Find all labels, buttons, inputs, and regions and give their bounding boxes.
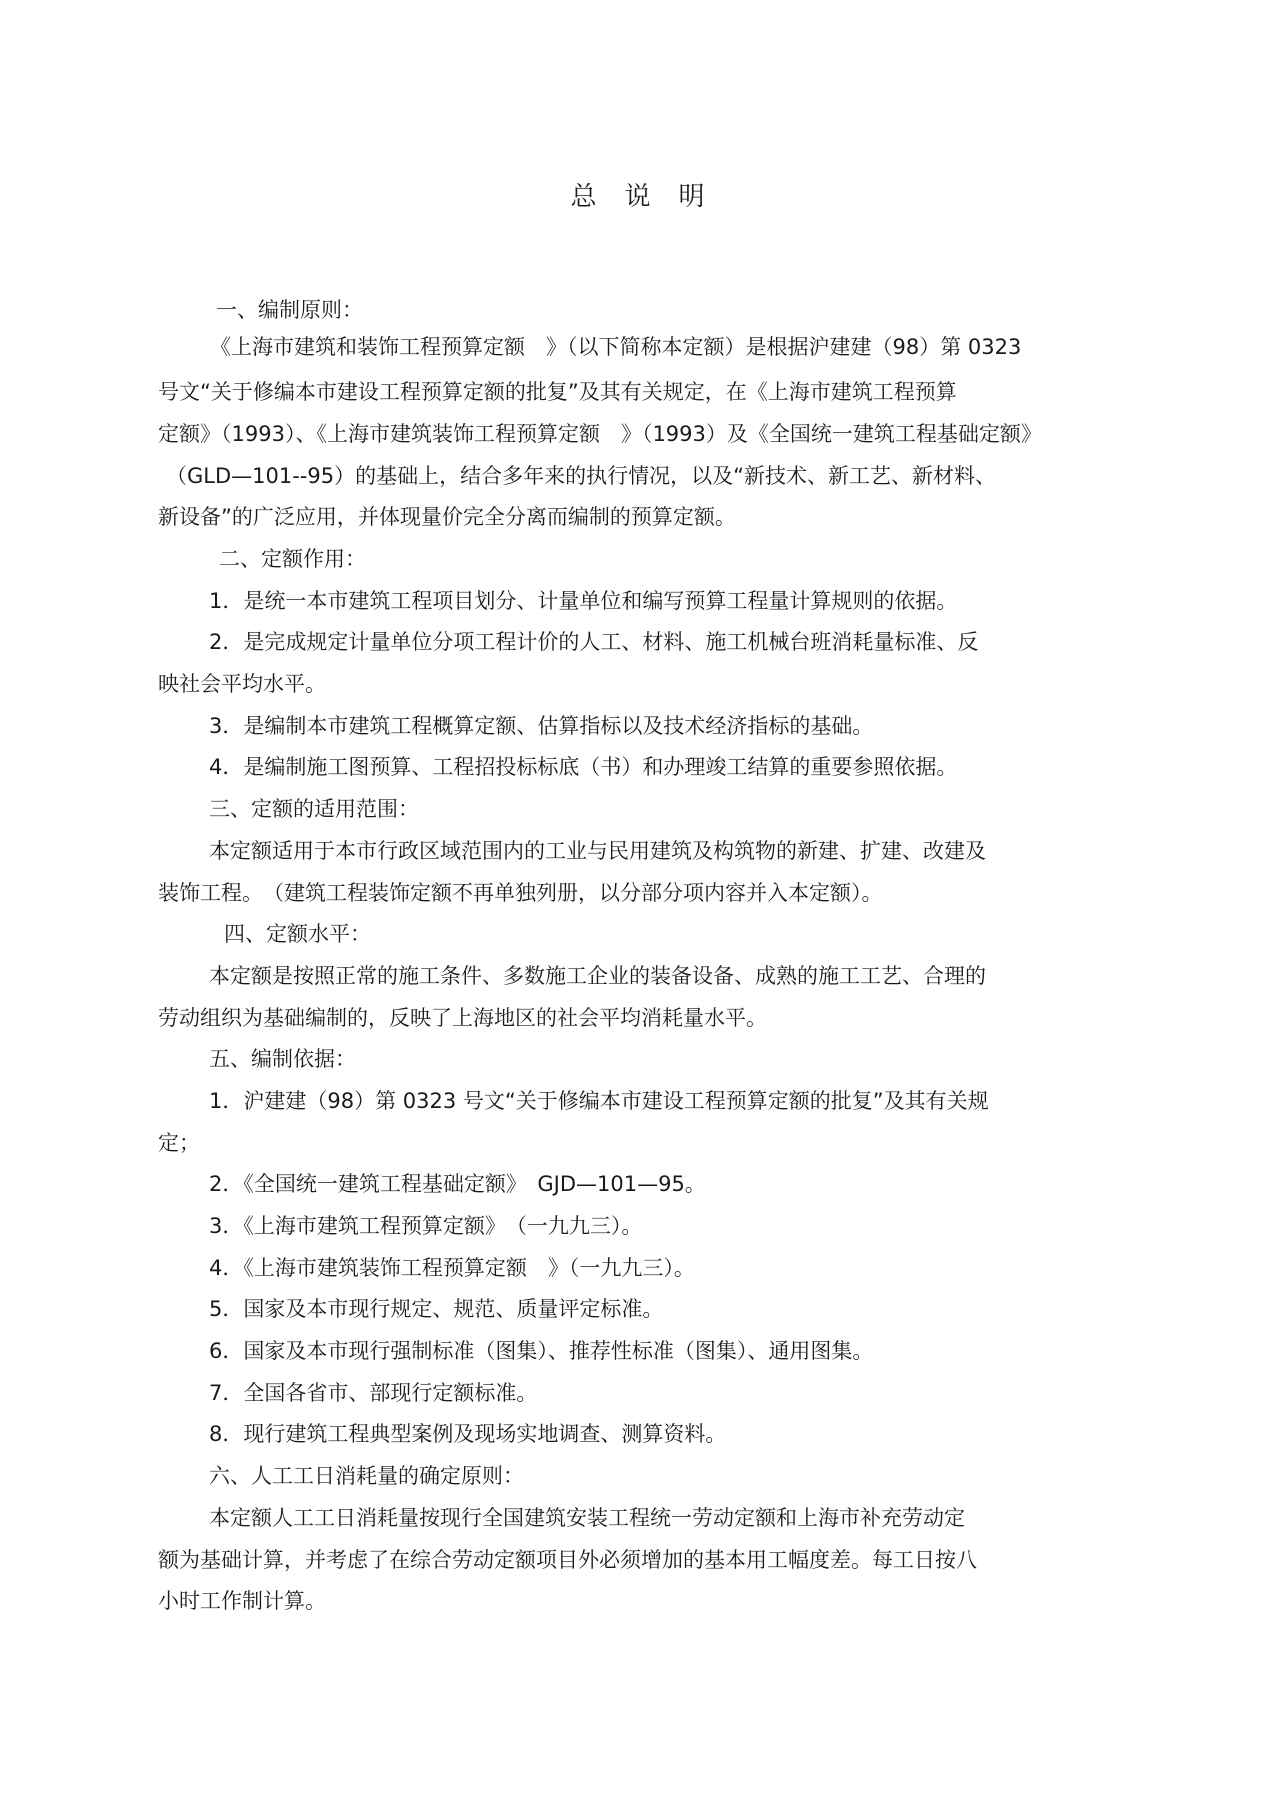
paragraph-line: 额为基础计算，并考虑了在综合劳动定额项目外必须增加的基本用工幅度差。每工日按八 <box>158 1548 977 1572</box>
paragraph-line: 《上海市建筑和装饰工程预算定额 》（以下简称本定额）是根据沪建建（98）第 0323 <box>210 335 1022 359</box>
paragraph-line: 号文“关于修编本市建设工程预算定额的批复”及其有关规定，在《上海市建筑工程预算 <box>158 380 957 404</box>
paragraph-line: 小时工作制计算。 <box>158 1589 326 1613</box>
list-item-continuation: 定； <box>158 1131 200 1155</box>
list-item: 2．是完成规定计量单位分项工程计价的人工、材料、施工机械台班消耗量标准、反 <box>209 630 979 654</box>
list-item: 5．国家及本市现行规定、规范、质量评定标准。 <box>209 1297 664 1321</box>
list-item: 4．是编制施工图预算、工程招投标标底（书）和办理竣工结算的重要参照依据。 <box>209 755 958 779</box>
paragraph-line: 本定额人工工日消耗量按现行全国建筑安装工程统一劳动定额和上海市补充劳动定 <box>209 1506 965 1530</box>
list-item: 6．国家及本市现行强制标准（图集）、推荐性标准（图集）、通用图集。 <box>209 1339 874 1363</box>
list-item: 3．《上海市建筑工程预算定额》 （一九九三）。 <box>209 1214 643 1238</box>
section-heading-labor: 六、人工工日消耗量的确定原则： <box>209 1464 524 1488</box>
paragraph-line: 新设备”的广泛应用，并体现量价完全分离而编制的预算定额。 <box>158 505 736 529</box>
section-heading-scope: 三、定额的适用范围： <box>209 797 419 821</box>
paragraph-line: （GLD—101--95）的基础上，结合多年来的执行情况，以及“新技术、新工艺、新材料、 <box>166 464 996 488</box>
list-item: 8．现行建筑工程典型案例及现场实地调查、测算资料。 <box>209 1422 727 1446</box>
list-item: 2．《全国统一建筑工程基础定额》 GJD—101—95。 <box>209 1172 706 1196</box>
page-title: 总说明 <box>570 182 733 212</box>
paragraph-line: 本定额是按照正常的施工条件、多数施工企业的装备设备、成熟的施工工艺、合理的 <box>209 964 986 988</box>
list-item: 3．是编制本市建筑工程概算定额、估算指标以及技术经济指标的基础。 <box>209 714 874 738</box>
paragraph-line: 装饰工程。 （建筑工程装饰定额不再单独列册，以分部分项内容并入本定额）。 <box>158 881 883 905</box>
list-item: 1．是统一本市建筑工程项目划分、计量单位和编写预算工程量计算规则的依据。 <box>209 589 958 613</box>
paragraph-line: 本定额适用于本市行政区域范围内的工业与民用建筑及构筑物的新建、扩建、改建及 <box>209 839 986 863</box>
list-item-continuation: 映社会平均水平。 <box>158 672 326 696</box>
list-item: 4．《上海市建筑装饰工程预算定额 》（一九九三）。 <box>209 1256 695 1280</box>
paragraph-line: 定额》（1993）、《上海市建筑装饰工程预算定额 》（1993）及《全国统一建筑工程基础定额》 <box>158 422 1042 446</box>
section-heading-level: 四、定额水平： <box>224 922 371 946</box>
paragraph-line: 劳动组织为基础编制的，反映了上海地区的社会平均消耗量水平。 <box>158 1006 767 1030</box>
list-item: 7．全国各省市、部现行定额标准。 <box>209 1381 538 1405</box>
list-item: 1．沪建建（98）第 0323 号文“关于修编本市建设工程预算定额的批复”及其有关规 <box>209 1089 989 1113</box>
section-heading-basis: 五、编制依据： <box>209 1047 356 1071</box>
section-heading-principles: 一、编制原则： <box>216 298 363 322</box>
section-heading-role: 二、定额作用： <box>219 547 366 571</box>
